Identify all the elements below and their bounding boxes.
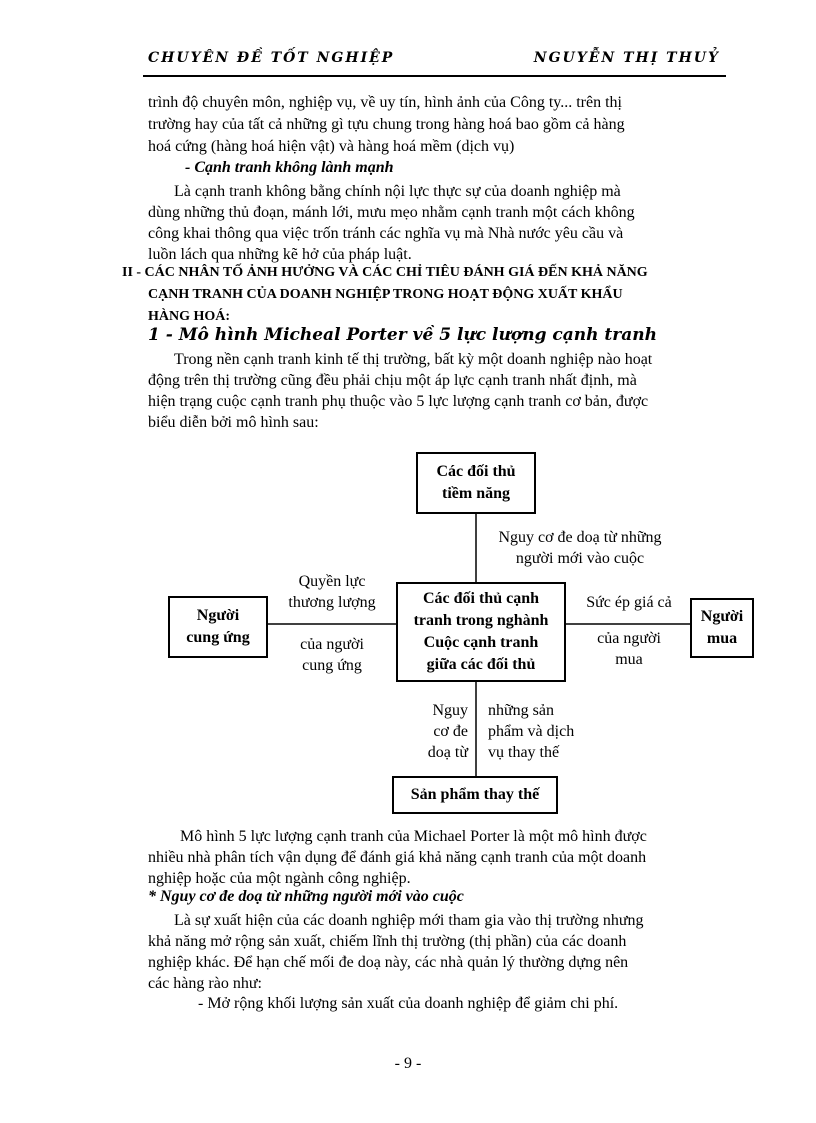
buyer-power-bottom-1: của người bbox=[597, 630, 661, 647]
section-heading-line-3: HÀNG HOÁ: bbox=[148, 309, 231, 324]
after-para-3: nghiệp khác. Để hạn chế mối đe doạ này, các nhà quản lý thường dựng nên bbox=[148, 954, 629, 971]
section-heading-line-2: CẠNH TRANH CỦA DOANH NGHIỆP TRONG HOẠT ĐỘNG XUẤT KHẨU bbox=[148, 287, 623, 302]
after-para-2: khả năng mở rộng sản xuất, chiếm lĩnh thị trường (thị phần) của các doanh bbox=[148, 933, 627, 950]
buyer-label-1: Người bbox=[700, 608, 744, 625]
threat-new-line-1: Nguy cơ đe doạ từ những bbox=[498, 529, 662, 546]
after-line-1: Mô hình 5 lực lượng cạnh tranh của Michael Porter là một mô hình được bbox=[180, 828, 647, 845]
box-industry-rivals bbox=[396, 582, 566, 682]
subsection-title: 1 - Mô hình Micheal Porter về 5 lực lượng cạnh tranh bbox=[148, 325, 657, 345]
supplier-label-2: cung ứng bbox=[186, 629, 250, 646]
running-header-left: CHUYÊN ĐỀ TỐT NGHIỆP bbox=[148, 50, 395, 66]
threat-substitutes-left-label bbox=[410, 700, 468, 763]
supplier-label-1: Người bbox=[196, 607, 240, 624]
unfair-line-3: công khai thông qua việc trốn tránh các nghĩa vụ mà Nhà nước yêu cầu và bbox=[148, 225, 624, 242]
subsection-line-1: Trong nền cạnh tranh kinh tế thị trường, bất kỳ một doanh nghiệp nào hoạt bbox=[174, 351, 653, 368]
buyer-power-bottom-2: mua bbox=[615, 651, 643, 668]
supplier-power-top-label bbox=[272, 571, 392, 613]
box-buyer bbox=[690, 598, 754, 658]
intro-line-2: trường hay của tất cả những gì tựu chung trong hàng hoá bao gồm cả hàng bbox=[148, 116, 625, 133]
after-para-1: Là sự xuất hiện của các doanh nghiệp mới tham gia vào thị trường nhưng bbox=[174, 912, 644, 929]
threat-new-heading: * Nguy cơ đe doạ từ những người mới vào cuộc bbox=[148, 888, 464, 905]
center-label-2: tranh trong nghành bbox=[413, 612, 549, 629]
threat-sub-left-2: cơ đe bbox=[433, 723, 468, 740]
threat-sub-right-2: phẩm và dịch bbox=[488, 723, 575, 740]
bullet-item: - Mở rộng khối lượng sản xuất của doanh nghiệp để giảm chi phí. bbox=[198, 995, 619, 1012]
buyer-label-2: mua bbox=[706, 630, 738, 647]
threat-sub-left-1: Nguy bbox=[432, 702, 468, 719]
supplier-power-top-1: Quyền lực bbox=[298, 573, 366, 590]
threat-new-line-2: người mới vào cuộc bbox=[515, 550, 645, 567]
supplier-power-top-2: thương lượng bbox=[288, 594, 376, 611]
intro-line-1: trình độ chuyên môn, nghiệp vụ, về uy tín, hình ảnh của Công ty... trên thị bbox=[148, 94, 622, 111]
buyer-power-top-label: Sức ép giá cả bbox=[586, 594, 672, 611]
page-number: - 9 - bbox=[394, 1055, 422, 1072]
subsection-line-3: hiện trạng cuộc cạnh tranh phụ thuộc vào 5 lực lượng cạnh tranh cơ bản, được bbox=[148, 393, 649, 410]
box-supplier bbox=[168, 596, 268, 658]
box-substitutes bbox=[392, 776, 558, 814]
threat-new-entrants-label bbox=[482, 527, 678, 569]
center-label-3: Cuộc cạnh tranh bbox=[423, 634, 539, 651]
supplier-power-bottom-2: cung ứng bbox=[302, 657, 362, 674]
intro-line-3: hoá cứng (hàng hoá hiện vật) và hàng hoá mềm (dịch vụ) bbox=[148, 138, 515, 155]
subsection-line-4: biểu diễn bởi mô hình sau: bbox=[148, 414, 319, 431]
supplier-power-bottom-1: của người bbox=[300, 636, 364, 653]
threat-sub-left-3: doạ từ bbox=[427, 744, 468, 761]
after-line-2: nhiều nhà phân tích vận dụng để đánh giá khả năng cạnh tranh của một doanh bbox=[148, 849, 647, 866]
supplier-power-bottom-label bbox=[272, 634, 392, 676]
buyer-power-bottom-label bbox=[570, 628, 688, 670]
section-heading-line-1: II - CÁC NHÂN TỐ ẢNH HƯỞNG VÀ CÁC CHỈ TIÊU ĐÁNH GIÁ ĐẾN KHẢ NĂNG bbox=[122, 265, 648, 280]
after-para-4: các hàng rào như: bbox=[148, 975, 262, 992]
potential-label-1: Các đối thủ bbox=[436, 463, 516, 480]
after-line-3: nghiệp hoặc của một ngành công nghiệp. bbox=[148, 870, 411, 887]
unfair-line-4: luồn lách qua những kẽ hở của pháp luật. bbox=[148, 246, 412, 263]
subsection-line-2: động trên thị trường cũng đều phải chịu một áp lực cạnh tranh nhất định, mà bbox=[148, 372, 637, 389]
box-potential-entrants bbox=[416, 452, 536, 514]
substitute-label: Sản phẩm thay thế bbox=[410, 786, 540, 803]
unfair-line-2: dùng những thủ đoạn, mánh lới, mưu mẹo nhằm cạnh tranh một cách không bbox=[148, 204, 635, 221]
threat-substitutes-right-label bbox=[488, 700, 598, 763]
center-label-1: Các đối thủ cạnh bbox=[422, 590, 539, 607]
unfair-heading: - Cạnh tranh không lành mạnh bbox=[185, 159, 394, 176]
center-label-4: giữa các đối thủ bbox=[426, 656, 536, 673]
threat-sub-right-3: vụ thay thế bbox=[488, 744, 560, 761]
threat-sub-right-1: những sản bbox=[488, 702, 554, 719]
running-header-right: NGUYỄN THỊ THUỶ bbox=[533, 50, 720, 66]
potential-label-2: tiềm năng bbox=[442, 485, 510, 502]
unfair-line-1: Là cạnh tranh không bằng chính nội lực thực sự của doanh nghiệp mà bbox=[174, 183, 621, 200]
